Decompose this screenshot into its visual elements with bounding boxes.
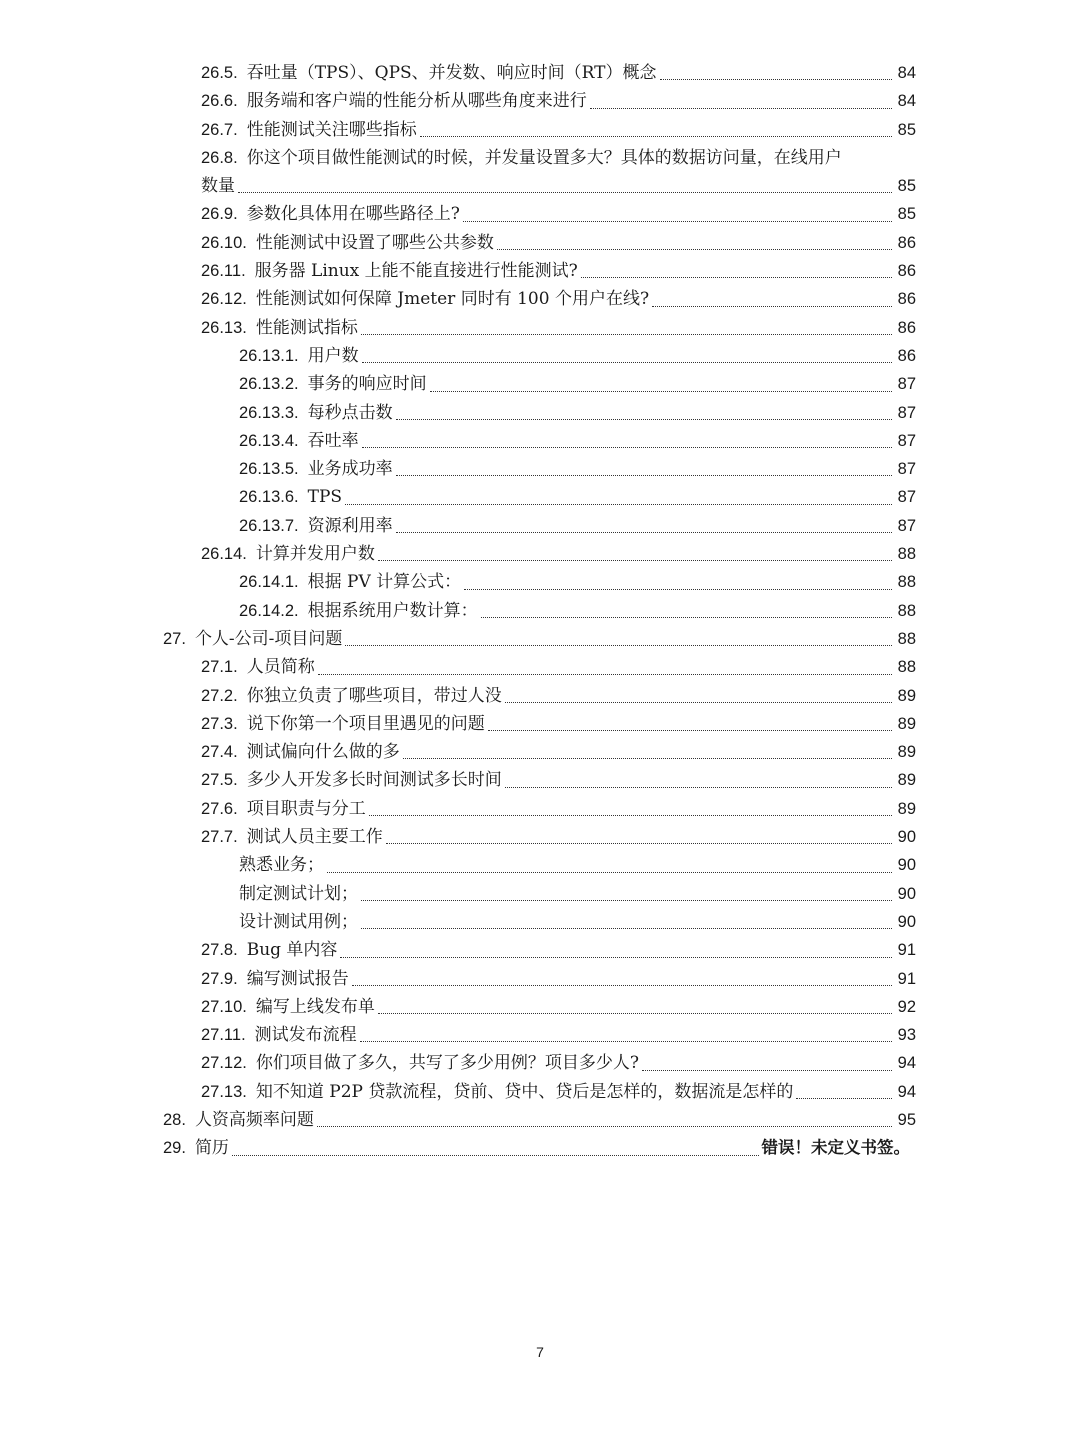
dot-leader bbox=[378, 1012, 892, 1014]
dot-leader bbox=[345, 503, 892, 505]
toc-entry[interactable] bbox=[0, 597, 1080, 625]
toc-entry-title: 简历 bbox=[194, 1138, 229, 1159]
toc-entry-page: 91 bbox=[897, 969, 916, 988]
dot-leader bbox=[362, 446, 892, 448]
toc-entry-page: 86 bbox=[897, 318, 916, 337]
toc-entry[interactable] bbox=[0, 512, 1080, 540]
toc-entry-number: 27.5. bbox=[201, 771, 238, 790]
toc-entry-title: 数量 bbox=[201, 176, 235, 197]
toc-entry-number: 26.8. bbox=[201, 148, 238, 167]
dot-leader bbox=[386, 842, 892, 844]
toc-entry-title: 制定测试计划； bbox=[239, 883, 358, 904]
toc-entry-number: 27.6. bbox=[201, 799, 238, 818]
toc-entry-number: 26.13.2. bbox=[239, 375, 299, 394]
dot-leader bbox=[642, 1069, 892, 1071]
toc-entry[interactable] bbox=[0, 1021, 1080, 1049]
dot-leader bbox=[488, 729, 892, 731]
toc-entry-title: 吞吐量（TPS）、QPS、并发数、响应时间（RT）概念 bbox=[246, 63, 657, 83]
toc-entry-number: 26.13.6. bbox=[239, 488, 299, 507]
toc-entry-page: 86 bbox=[897, 290, 916, 309]
toc-entry-title: 性能测试指标 bbox=[255, 317, 358, 338]
toc-entry[interactable] bbox=[0, 399, 1080, 427]
toc-entry-number: 26.13.1. bbox=[239, 346, 299, 365]
toc-entry-page: 94 bbox=[897, 1082, 916, 1101]
toc-entry-page: 88 bbox=[897, 573, 916, 592]
toc-entry[interactable] bbox=[0, 965, 1080, 993]
toc-entry-title: 测试偏向什么做的多 bbox=[246, 742, 400, 763]
toc-entry-page: 87 bbox=[897, 516, 916, 535]
toc-entry[interactable] bbox=[0, 851, 1080, 879]
toc-entry-number: 26.11. bbox=[201, 262, 246, 281]
toc-entry[interactable] bbox=[0, 710, 1080, 738]
toc-entry-number: 26.13.4. bbox=[239, 431, 299, 450]
dot-leader bbox=[590, 107, 892, 109]
toc-entry[interactable] bbox=[0, 1078, 1080, 1106]
dot-leader bbox=[505, 701, 892, 703]
toc-entry-page: 85 bbox=[897, 120, 916, 139]
toc-entry-page: 90 bbox=[897, 912, 916, 931]
dot-leader bbox=[369, 814, 892, 816]
dot-leader bbox=[361, 927, 892, 929]
toc-entry-page: 88 bbox=[897, 601, 916, 620]
toc-entry-number: 27.7. bbox=[201, 828, 238, 847]
toc-entry-page: 85 bbox=[897, 205, 916, 224]
dot-leader bbox=[378, 559, 892, 561]
toc-entry[interactable] bbox=[0, 1049, 1080, 1077]
dot-leader bbox=[345, 644, 892, 646]
page-number-footer: 7 bbox=[536, 1344, 544, 1360]
toc-entry[interactable] bbox=[0, 823, 1080, 851]
toc-entry-number: 27.11. bbox=[201, 1026, 246, 1045]
toc-entry-number: 26.12. bbox=[201, 290, 247, 309]
toc-entry[interactable] bbox=[0, 880, 1080, 908]
toc-entry-title: 性能测试如何保障 Jmeter 同时有 100 个用户在线? bbox=[255, 289, 650, 310]
toc-entry[interactable] bbox=[0, 116, 1080, 144]
toc-entry-number: 26.14.2. bbox=[239, 601, 299, 620]
dot-leader bbox=[660, 78, 893, 80]
toc-entry-number: 27.13. bbox=[201, 1082, 247, 1101]
toc-entry-title: 编写测试报告 bbox=[246, 968, 349, 989]
toc-entry-title: 资源利用率 bbox=[307, 515, 393, 536]
toc-entry[interactable] bbox=[0, 257, 1080, 285]
toc-entry-number: 27.2. bbox=[201, 686, 238, 705]
dot-leader bbox=[463, 220, 892, 222]
toc-entry-page: 86 bbox=[897, 346, 916, 365]
toc-entry[interactable] bbox=[0, 427, 1080, 455]
toc-entry[interactable] bbox=[0, 766, 1080, 794]
toc-entry-page: 89 bbox=[897, 799, 916, 818]
toc-entry[interactable] bbox=[0, 1134, 1080, 1162]
toc-entry-number: 29. bbox=[163, 1139, 186, 1158]
toc-entry-title: 性能测试关注哪些指标 bbox=[246, 119, 417, 140]
toc-entry[interactable] bbox=[0, 87, 1080, 115]
toc-entry-page: 94 bbox=[897, 1054, 916, 1073]
toc-entry[interactable] bbox=[0, 59, 1080, 87]
toc-entry-title: 你这个项目做性能测试的时候，并发量设置多大？具体的数据访问量，在线用户 bbox=[246, 147, 842, 168]
toc-entry-number: 26.7. bbox=[201, 120, 238, 139]
toc-entry-page: 91 bbox=[897, 941, 916, 960]
dot-leader bbox=[361, 899, 892, 901]
toc-entry[interactable] bbox=[0, 738, 1080, 766]
dot-leader bbox=[420, 135, 892, 137]
dot-leader bbox=[396, 474, 892, 476]
toc-entry-title: 测试发布流程 bbox=[254, 1025, 357, 1046]
dot-leader bbox=[238, 191, 892, 193]
toc-entry-page: 87 bbox=[897, 403, 916, 422]
toc-entry[interactable] bbox=[0, 625, 1080, 653]
toc-entry-title: 你们项目做了多久，共写了多少用例？项目多少人? bbox=[255, 1053, 639, 1074]
dot-leader bbox=[403, 757, 892, 759]
dot-leader bbox=[581, 276, 892, 278]
toc-entry-title: 用户数 bbox=[307, 345, 359, 366]
toc-entry[interactable] bbox=[0, 795, 1080, 823]
toc-entry[interactable] bbox=[0, 285, 1080, 313]
toc-entry-page: 87 bbox=[897, 460, 916, 479]
dot-leader bbox=[497, 248, 892, 250]
toc-entry-title: 设计测试用例； bbox=[239, 911, 358, 932]
toc-entry-title: 人员简称 bbox=[246, 657, 315, 678]
toc-entry-title: 性能测试中设置了哪些公共参数 bbox=[255, 232, 494, 253]
toc-entry-page: 89 bbox=[897, 686, 916, 705]
toc-entry-title: 参数化具体用在哪些路径上? bbox=[246, 204, 460, 225]
dot-leader bbox=[232, 1154, 759, 1156]
dot-leader bbox=[361, 333, 892, 335]
toc-entry-number: 26.13.5. bbox=[239, 460, 299, 479]
toc-entry-number: 27.3. bbox=[201, 714, 238, 733]
toc-entry-page: 92 bbox=[897, 997, 916, 1016]
toc-entry[interactable] bbox=[0, 455, 1080, 483]
toc-entry[interactable] bbox=[0, 1106, 1080, 1134]
toc-entry[interactable] bbox=[0, 144, 1080, 201]
toc-entry-page: 90 bbox=[897, 884, 916, 903]
toc-entry-page: 89 bbox=[897, 743, 916, 762]
dot-leader bbox=[360, 1040, 892, 1042]
toc-entry-title: 你独立负责了哪些项目，带过人没 bbox=[246, 685, 502, 706]
dot-leader bbox=[505, 786, 892, 788]
toc-entry-page: 88 bbox=[897, 658, 916, 677]
toc-entry-number: 26.13. bbox=[201, 318, 247, 337]
toc-entry-number: 27.9. bbox=[201, 969, 238, 988]
toc-entry-title: 根据 PV 计算公式： bbox=[307, 572, 462, 593]
toc-entry-title: TPS bbox=[307, 487, 343, 508]
toc-entry-page: 85 bbox=[897, 177, 916, 196]
toc-entry[interactable] bbox=[0, 200, 1080, 228]
toc-entry-title: 知不知道 P2P 贷款流程，贷前、贷中、贷后是怎样的，数据流是怎样的 bbox=[255, 1081, 794, 1102]
toc-entry[interactable] bbox=[0, 540, 1080, 568]
toc-entry-number: 27.1. bbox=[201, 658, 238, 677]
toc-entry-title: 事务的响应时间 bbox=[307, 374, 427, 395]
toc-entry-title: 业务成功率 bbox=[307, 459, 393, 480]
toc-entry-title: 服务端和客户端的性能分析从哪些角度来进行 bbox=[246, 91, 587, 112]
toc-entry-number: 26.9. bbox=[201, 205, 238, 224]
toc-entry-number: 27.12. bbox=[201, 1054, 247, 1073]
toc-entry-page: 84 bbox=[897, 92, 916, 111]
toc-entry-number: 26.14. bbox=[201, 545, 247, 564]
toc-entry-page: 90 bbox=[897, 856, 916, 875]
toc-entry[interactable] bbox=[0, 370, 1080, 398]
toc-entry-number: 27.8. bbox=[201, 941, 238, 960]
toc-entry-title: 吞吐率 bbox=[307, 430, 359, 451]
dot-leader bbox=[362, 361, 892, 363]
toc-entry-page: 88 bbox=[897, 545, 916, 564]
dot-leader bbox=[396, 418, 892, 420]
dot-leader bbox=[652, 305, 892, 307]
toc-entry-title: 多少人开发多长时间测试多长时间 bbox=[246, 770, 502, 791]
toc-entry[interactable] bbox=[0, 653, 1080, 681]
toc-entry-number: 26.6. bbox=[201, 92, 238, 111]
dot-leader bbox=[430, 390, 892, 392]
toc-entry-number: 26.10. bbox=[201, 233, 247, 252]
dot-leader bbox=[481, 616, 892, 618]
toc-entry[interactable] bbox=[0, 568, 1080, 596]
toc-entry-title: 熟悉业务； bbox=[239, 855, 324, 876]
toc-entry[interactable] bbox=[0, 229, 1080, 257]
toc-entry-number: 26.13.3. bbox=[239, 403, 299, 422]
toc-entry-page: 95 bbox=[897, 1110, 916, 1129]
toc-entry-title: Bug 单内容 bbox=[246, 940, 338, 961]
toc-entry-number: 27.10. bbox=[201, 997, 247, 1016]
toc-entry-title: 个人-公司-项目问题 bbox=[194, 628, 343, 649]
toc-entry-page: 89 bbox=[897, 771, 916, 790]
dot-leader bbox=[352, 984, 892, 986]
toc-entry-page: 86 bbox=[897, 233, 916, 252]
toc-entry-title: 项目职责与分工 bbox=[246, 798, 366, 819]
toc-entry[interactable] bbox=[0, 314, 1080, 342]
toc-entry-number: 26.14.1. bbox=[239, 573, 299, 592]
toc-entry-title: 计算并发用户数 bbox=[255, 544, 375, 565]
toc-entry-page: 84 bbox=[897, 64, 916, 82]
toc-entry-page: 87 bbox=[897, 488, 916, 507]
toc-entry-number: 28. bbox=[163, 1110, 186, 1129]
toc-entry[interactable] bbox=[0, 993, 1080, 1021]
toc-entry[interactable] bbox=[0, 936, 1080, 964]
toc-entry-title: 服务器 Linux 上能不能直接进行性能测试? bbox=[254, 261, 578, 282]
toc-entry[interactable] bbox=[0, 908, 1080, 936]
dot-leader bbox=[317, 1125, 892, 1127]
toc-entry-number: 26.13.7. bbox=[239, 516, 299, 535]
toc-entry-title: 说下你第一个项目里遇见的问题 bbox=[246, 713, 485, 734]
bookmark-error-text: 错误！未定义书签。 bbox=[761, 1139, 910, 1158]
dot-leader bbox=[396, 531, 892, 533]
toc-entry-number: 26.5. bbox=[201, 64, 238, 82]
toc-entry-page: 88 bbox=[897, 629, 916, 648]
dot-leader bbox=[318, 673, 892, 675]
toc-entry[interactable] bbox=[0, 483, 1080, 511]
toc-entry[interactable] bbox=[0, 682, 1080, 710]
toc-entry-title: 根据系统用户数计算： bbox=[307, 600, 478, 621]
toc-entry-title: 每秒点击数 bbox=[307, 402, 393, 423]
toc-entry-page: 89 bbox=[897, 714, 916, 733]
toc-entry-page: 90 bbox=[897, 828, 916, 847]
toc-entry-title: 测试人员主要工作 bbox=[246, 827, 383, 848]
table-of-contents bbox=[0, 59, 1080, 1163]
toc-entry-page: 86 bbox=[897, 262, 916, 281]
dot-leader bbox=[340, 956, 892, 958]
toc-entry-title: 人资高频率问题 bbox=[194, 1109, 314, 1130]
toc-entry-page: 87 bbox=[897, 431, 916, 450]
toc-entry-page: 87 bbox=[897, 375, 916, 394]
toc-entry-page: 93 bbox=[897, 1026, 916, 1045]
toc-entry-number: 27. bbox=[163, 629, 186, 648]
toc-entry-title: 编写上线发布单 bbox=[255, 996, 375, 1017]
toc-entry-number: 27.4. bbox=[201, 743, 238, 762]
dot-leader bbox=[464, 588, 892, 590]
toc-entry[interactable] bbox=[0, 342, 1080, 370]
dot-leader bbox=[796, 1097, 892, 1099]
dot-leader bbox=[327, 871, 892, 873]
